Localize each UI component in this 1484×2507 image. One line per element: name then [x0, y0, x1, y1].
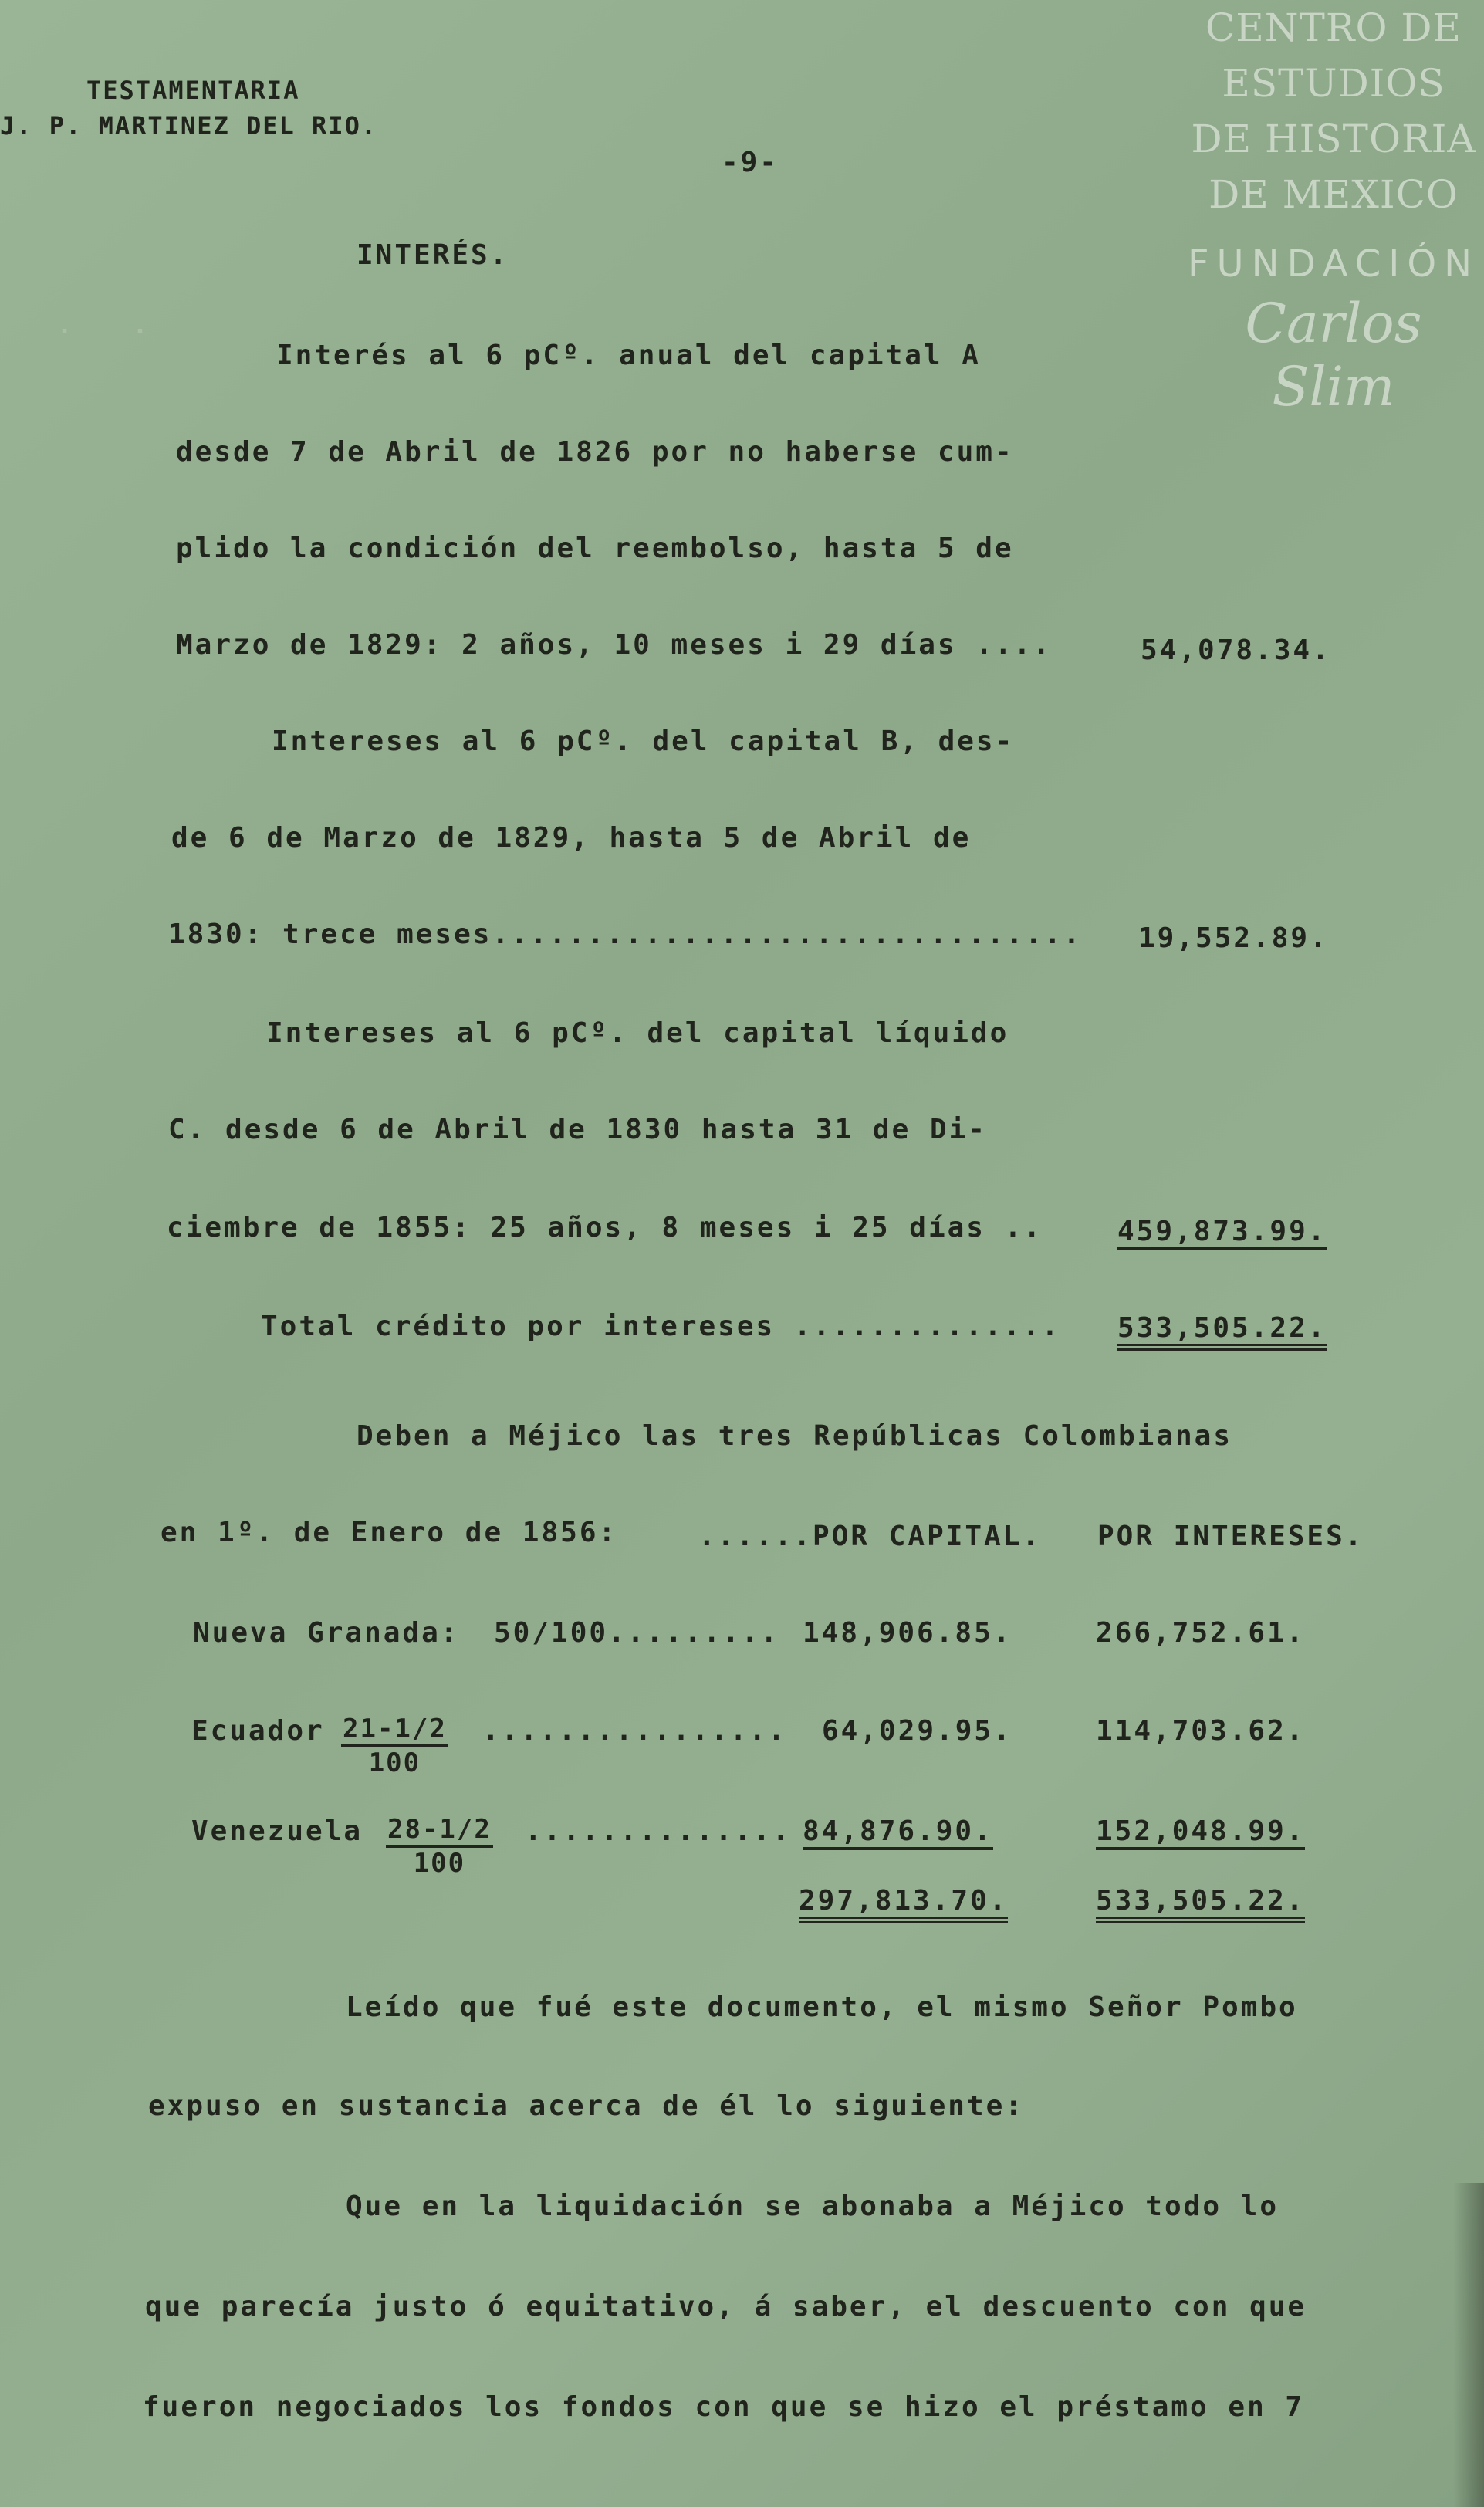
header-line2: J. P. MARTINEZ DEL RIO. [0, 111, 378, 140]
closing-line: Que en la liquidación se abonaba a Méjico todo lo [346, 2191, 1279, 2222]
total-label: Total crédito por intereses .............. [261, 1311, 1061, 1342]
row-country: Ecuador [191, 1715, 325, 1747]
row-share-fraction [386, 1814, 493, 1879]
debt-intro: Deben a Méjico las tres Repúblicas Colombianas [357, 1420, 1232, 1452]
watermark-line: CENTRO DE [1205, 5, 1462, 50]
column-header-interest: POR INTERESES. [1097, 1521, 1364, 1552]
total-amount: 533,505.22. [1117, 1312, 1327, 1351]
row-share: 50/100......... [494, 1617, 780, 1649]
total-interest: 533,505.22. [1096, 1885, 1305, 1923]
column-header-capital: ......POR CAPITAL. [698, 1521, 1042, 1552]
row-capital: 148,906.85. [803, 1617, 1012, 1649]
row-interest: 114,703.62. [1096, 1715, 1306, 1747]
page-number: -9- [722, 147, 779, 178]
watermark-fundacion: FUNDACIÓN [1187, 242, 1480, 286]
watermark-line: DE MEXICO [1208, 172, 1459, 217]
interest-a-line: Marzo de 1829: 2 años, 10 meses i 29 días .... [176, 629, 1052, 661]
closing-line: que parecía justo ó equitativo, á saber, el descuento con que [145, 2291, 1307, 2323]
interest-b-line: de 6 de Marzo de 1829, hasta 5 de Abril de [171, 822, 972, 854]
row-country: Nueva Granada: [193, 1617, 460, 1649]
section-title: INTERÉS. [357, 239, 509, 271]
bleed-through-text: · · [0, 316, 151, 347]
interest-a-amount: 54,078.34. [1141, 634, 1331, 666]
closing-line: expuso en sustancia acerca de él lo siguiente: [148, 2090, 1024, 2122]
row-dots: ................ [482, 1715, 787, 1747]
row-dots: .............. [525, 1815, 792, 1847]
interest-a-line: desde 7 de Abril de 1826 por no haberse cum- [176, 436, 1014, 468]
interest-c-amount: 459,873.99. [1117, 1216, 1327, 1250]
interest-b-amount: 19,552.89. [1138, 922, 1329, 954]
debt-date-label: en 1º. de Enero de 1856: [161, 1517, 618, 1548]
fraction-numerator: 21-1/2 [341, 1714, 448, 1747]
closing-line: fueron negociados los fondos con que se hizo el préstamo en 7 [143, 2391, 1305, 2423]
fraction-denominator: 100 [368, 1747, 421, 1778]
watermark-line: ESTUDIOS [1222, 61, 1445, 106]
interest-c-line: Intereses al 6 pCº. del capital líquido [266, 1017, 1009, 1049]
header-line1: TESTAMENTARIA [86, 76, 300, 105]
watermark [1183, 0, 1484, 418]
row-share-fraction [341, 1714, 448, 1778]
interest-b-line: Intereses al 6 pCº. del capital B, des- [272, 726, 1015, 757]
closing-line: Leído que fué este documento, el mismo Señor Pombo [346, 1991, 1298, 2023]
page-edge-shadow [1453, 2183, 1484, 2507]
row-capital: 64,029.95. [822, 1715, 1012, 1747]
interest-a-line: Interés al 6 pCº. anual del capital A [276, 340, 981, 371]
interest-a-line: plido la condición del reembolso, hasta 5 de [176, 533, 1014, 564]
total-capital: 297,813.70. [799, 1885, 1008, 1923]
interest-b-line: 1830: trece meses............................... [168, 919, 1083, 950]
row-interest: 266,752.61. [1096, 1617, 1306, 1649]
interest-c-line: ciembre de 1855: 25 años, 8 meses i 25 días .. [167, 1212, 1043, 1243]
fraction-numerator: 28-1/2 [386, 1814, 493, 1848]
row-country: Venezuela [191, 1815, 363, 1847]
fraction-denominator: 100 [413, 1848, 466, 1879]
row-interest: 152,048.99. [1096, 1815, 1305, 1850]
watermark-line: DE HISTORIA [1191, 117, 1476, 161]
row-capital: 84,876.90. [803, 1815, 993, 1850]
interest-c-line: C. desde 6 de Abril de 1830 hasta 31 de Di- [168, 1114, 987, 1145]
watermark-signature: Carlos Slim [1245, 292, 1422, 418]
